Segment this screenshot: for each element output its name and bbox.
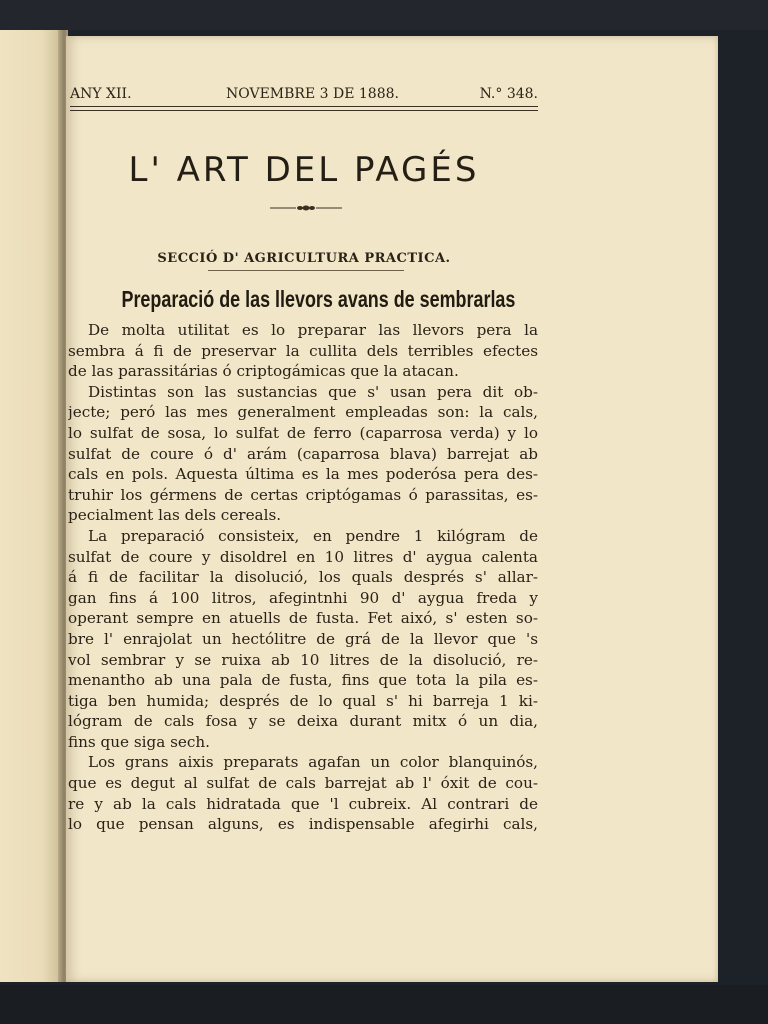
issue-number: N.° 348. — [479, 86, 538, 102]
body-line: lo sulfat de sosa, lo sulfat de ferro (caparrosa verda) y lo — [68, 423, 538, 442]
body-line: jecte; peró las mes generalment empleadas son: la cals, — [68, 403, 538, 422]
body-line: truhir los gérmens de certas criptógamas ó parassitas, es- — [68, 485, 538, 504]
article-title: Preparació de las llevors avans de sembrarlas — [121, 286, 516, 312]
body-line: sembra á fi de preservar la cullita dels terribles efectes — [68, 341, 538, 360]
section-heading: SECCIÓ D' AGRICULTURA PRACTICA. — [157, 251, 451, 266]
body-line: de las parassitárias ó criptogámicas que la atacan. — [68, 362, 459, 381]
body-line: menantho ab una pala de fusta, fins que tota la pila es- — [68, 671, 538, 690]
body-line: cals en pols. Aquesta última es la mes poderósa pera des- — [68, 465, 538, 484]
masthead-title: L' ART DEL PAGÉS — [128, 150, 480, 190]
scanner-background-top — [0, 0, 768, 30]
ornament-divider — [270, 205, 342, 211]
issue-header — [70, 86, 538, 106]
issue-year: ANY XII. — [70, 86, 132, 102]
header-rule-top — [70, 106, 538, 107]
body-line: De molta utilitat es lo preparar las llevors pera la — [88, 321, 538, 339]
scanner-background-bottom — [0, 985, 768, 1024]
body-line: re y ab la cals hidratada que 'l cubreix. Al contrari de — [68, 794, 538, 813]
body-line: pecialment las dels cereals. — [68, 506, 282, 525]
body-line: Los grans aixis preparats agafan un color blanquinós, — [88, 753, 538, 772]
header-rule-bottom — [70, 110, 538, 111]
article-body — [68, 320, 538, 835]
body-line: fins que siga sech. — [68, 732, 211, 751]
body-line: que es degut al sulfat de cals barrejat ab l' óxit de cou- — [68, 774, 538, 793]
body-line: sulfat de coure y disoldrel en 10 litres d' aygua calenta — [68, 547, 538, 566]
body-line: á fi de facilitar la disolució, los quals després s' allar- — [68, 568, 538, 587]
body-line: gan fins á 100 litros, afegintnhi 90 d' aygua freda y — [68, 588, 538, 607]
body-line: lógram de cals fosa y se deixa durant mitx ó un dia, — [68, 712, 538, 731]
body-line: lo que pensan alguns, es indispensable afegirhi cals, — [68, 815, 538, 834]
left-page-edge — [0, 30, 61, 982]
body-line: tiga ben humida; després de lo qual s' hi barreja 1 ki- — [68, 691, 538, 710]
section-rule — [208, 270, 404, 271]
issue-date: NOVEMBRE 3 DE 1888. — [226, 86, 399, 102]
body-line: bre l' enrajolat un hectólitre de grá de la llevor que 's — [68, 629, 538, 648]
body-line: operant sempre en atuells de fusta. Fet aixó, s' esten so- — [68, 609, 538, 628]
body-line: Distintas son las sustancias que s' usan pera dit ob- — [88, 382, 538, 401]
body-line: La preparació consisteix, en pendre 1 kilógram de — [88, 526, 538, 545]
body-line: vol sembrar y se ruixa ab 10 litres de la disolució, re- — [68, 650, 538, 669]
body-line: sulfat de coure ó d' arám (caparrosa blava) barrejat ab — [68, 444, 538, 463]
